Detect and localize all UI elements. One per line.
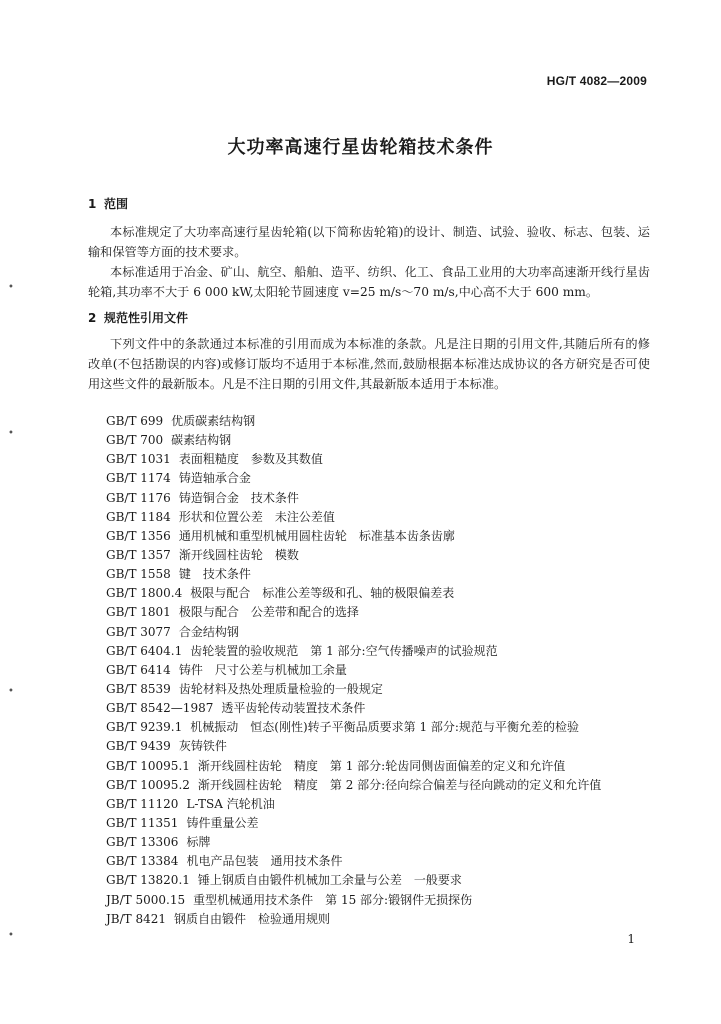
section-number: 1: [88, 197, 97, 211]
reference-title: 通用机械和重型机械用圆柱齿轮 标准基本齿条齿廓: [178, 528, 455, 543]
reference-code: GB/T 13820.1: [106, 873, 190, 888]
reference-title: 机械振动 恒态(刚性)转子平衡品质要求第 1 部分:规范与平衡允差的检验: [190, 720, 579, 735]
reference-item: [106, 776, 601, 795]
scan-mark: •: [8, 930, 14, 941]
reference-title: 铸件 尺寸公差与机械加工余量: [178, 662, 347, 677]
reference-title: 合金结构钢: [178, 624, 239, 639]
reference-code: GB/T 700: [106, 433, 164, 448]
reference-code: JB/T 5000.15: [106, 892, 186, 907]
page-number: 1: [627, 932, 635, 946]
reference-code: GB/T 9439: [106, 739, 171, 754]
reference-title: 渐开线圆柱齿轮 精度 第 1 部分:轮齿同侧齿面偏差的定义和允许值: [197, 758, 566, 773]
reference-title: L-TSA 汽轮机油: [186, 796, 275, 811]
reference-item: [106, 661, 601, 680]
reference-title: 碳素结构钢: [171, 433, 232, 448]
reference-code: GB/T 6404.1: [106, 643, 183, 658]
scan-mark: •: [8, 428, 14, 439]
section-title: 规范性引用文件: [104, 311, 189, 325]
reference-code: GB/T 13306: [106, 835, 179, 850]
reference-code: GB/T 1031: [106, 452, 171, 467]
reference-title: 灰铸铁件: [178, 739, 227, 754]
reference-code: GB/T 8542—1987: [106, 701, 214, 716]
reference-code: GB/T 1801: [106, 605, 171, 620]
reference-item: [106, 852, 601, 871]
reference-item: [106, 642, 601, 661]
reference-code: GB/T 11351: [106, 815, 179, 830]
reference-title: 极限与配合 公差带和配合的选择: [178, 605, 359, 620]
section-title: 范围: [104, 197, 129, 211]
reference-code: GB/T 8539: [106, 681, 171, 696]
section-2-heading: [88, 309, 188, 326]
reference-item: [106, 718, 601, 737]
reference-code: GB/T 11120: [106, 796, 179, 811]
reference-item: [106, 584, 601, 603]
reference-code: GB/T 6414: [106, 662, 171, 677]
reference-title: 齿轮装置的验收规范 第 1 部分:空气传播噪声的试验规范: [190, 643, 498, 658]
reference-item: [106, 814, 601, 833]
reference-code: GB/T 1176: [106, 490, 171, 505]
reference-item: [106, 795, 601, 814]
reference-item: [106, 527, 601, 546]
reference-title: 重型机械通用技术条件 第 15 部分:锻钢件无损探伤: [193, 892, 473, 907]
standard-code: HG/T 4082—2009: [546, 74, 647, 88]
reference-list: [106, 412, 601, 929]
section-1-heading: [88, 195, 128, 212]
reference-code: JB/T 8421: [106, 911, 167, 926]
reference-title: 齿轮材料及热处理质量检验的一般规定: [178, 681, 383, 696]
reference-title: 锤上钢质自由锻件机械加工余量与公差 一般要求: [197, 873, 462, 888]
reference-item: [106, 757, 601, 776]
reference-title: 标牌: [186, 835, 211, 850]
scan-mark: •: [8, 686, 14, 697]
scan-mark: •: [8, 282, 14, 293]
reference-item: [106, 891, 601, 910]
reference-item: [106, 450, 601, 469]
reference-code: GB/T 1174: [106, 471, 171, 486]
reference-item: [106, 833, 601, 852]
document-title: 大功率高速行星齿轮箱技术条件: [227, 137, 494, 158]
reference-item: [106, 871, 601, 890]
reference-title: 渐开线圆柱齿轮 精度 第 2 部分:径向综合偏差与径向跳动的定义和允许值: [197, 777, 602, 792]
section-number: 2: [88, 311, 97, 325]
reference-code: GB/T 1357: [106, 547, 171, 562]
references-intro: 下列文件中的条款通过本标准的引用而成为本标准的条款。凡是注日期的引用文件,其随后所有的修改单(不包括勘误的内容)或修订版均不适用于本标准,然而,鼓励根据本标准达成协议的各方研究是否可使用这些文件的最新版本。凡是不注日期的引用文件,其最新版本适用于本标准。: [88, 337, 650, 391]
reference-code: GB/T 13384: [106, 854, 179, 869]
reference-title: 优质碳素结构钢: [171, 414, 256, 428]
reference-title: 透平齿轮传动装置技术条件: [221, 701, 366, 716]
reference-code: GB/T 3077: [106, 624, 171, 639]
reference-title: 形状和位置公差 未注公差值: [178, 509, 335, 524]
reference-item: [106, 412, 601, 431]
reference-item: [106, 623, 601, 642]
reference-item: [106, 699, 601, 718]
reference-title: 铸件重量公差: [186, 815, 259, 830]
reference-code: GB/T 1558: [106, 567, 171, 582]
reference-item: [106, 680, 601, 699]
reference-title: 渐开线圆柱齿轮 模数: [178, 547, 299, 562]
reference-title: 键 技术条件: [178, 567, 251, 582]
reference-title: 钢质自由锻件 检验通用规则: [174, 911, 331, 926]
reference-code: GB/T 1800.4: [106, 586, 183, 601]
reference-code: GB/T 1356: [106, 528, 171, 543]
reference-title: 铸造铜合金 技术条件: [178, 490, 299, 505]
reference-title: 表面粗糙度 参数及其数值: [178, 452, 323, 467]
reference-item: [106, 565, 601, 584]
reference-item: [106, 737, 601, 756]
reference-code: GB/T 9239.1: [106, 720, 183, 735]
reference-item: [106, 910, 601, 929]
reference-title: 铸造轴承合金: [178, 471, 251, 486]
reference-code: GB/T 699: [106, 414, 164, 428]
reference-title: 极限与配合 标准公差等级和孔、轴的极限偏差表: [190, 586, 455, 601]
reference-item: [106, 603, 601, 622]
reference-code: GB/T 10095.2: [106, 777, 190, 792]
scope-paragraph-2: 本标准适用于冶金、矿山、航空、船舶、造平、纺织、化工、食品工业用的大功率高速渐开线行星齿轮箱,其功率不大于 6 000 kW,太阳轮节圆速度 v=25 m/s～70 m/s,中心高不大于 600 mm。: [88, 265, 650, 299]
reference-code: GB/T 1184: [106, 509, 171, 524]
reference-code: GB/T 10095.1: [106, 758, 190, 773]
reference-item: [106, 431, 601, 450]
reference-item: [106, 469, 601, 488]
reference-item: [106, 546, 601, 565]
reference-item: [106, 508, 601, 527]
reference-title: 机电产品包装 通用技术条件: [186, 854, 343, 869]
scope-paragraph-1: 本标准规定了大功率高速行星齿轮箱(以下简称齿轮箱)的设计、制造、试验、验收、标志、包装、运输和保管等方面的技术要求。: [88, 225, 650, 259]
reference-item: [106, 489, 601, 508]
